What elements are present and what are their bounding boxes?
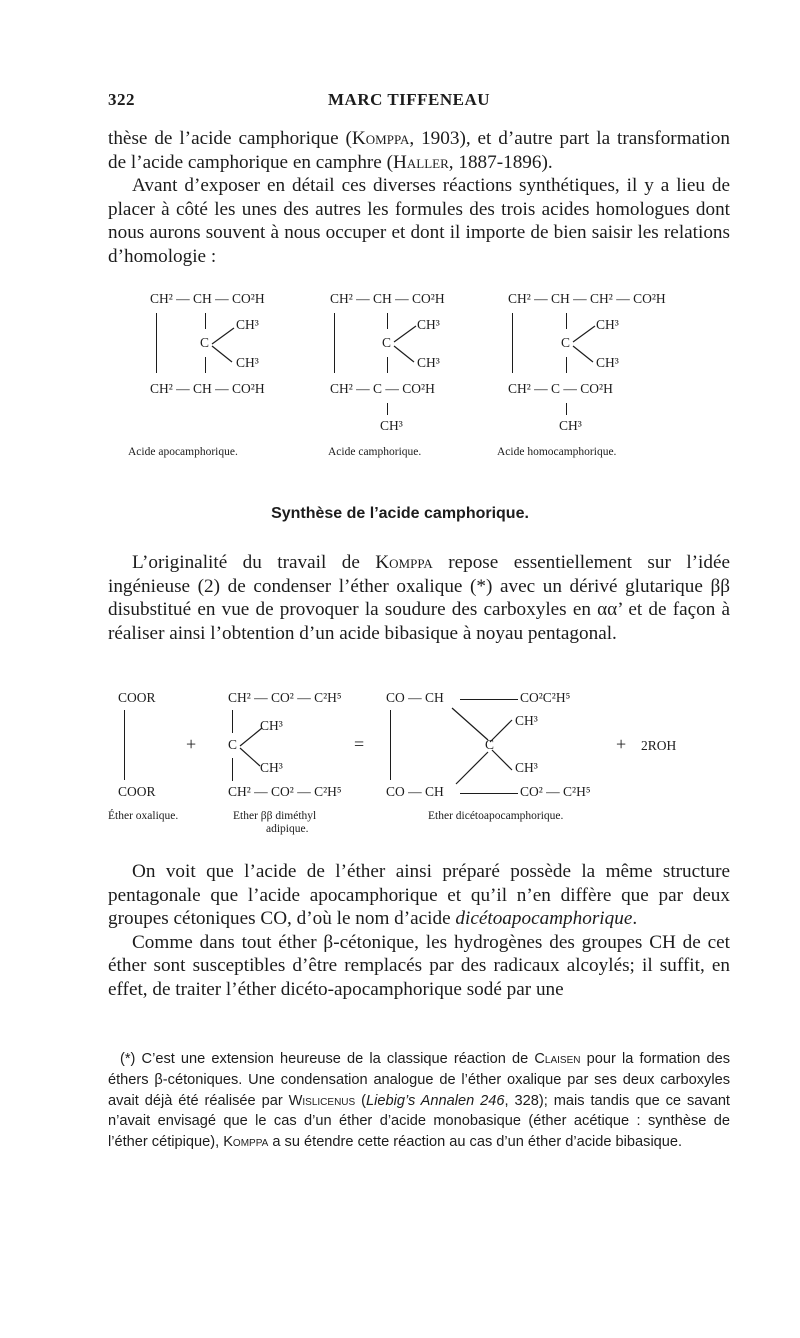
caption-oxalate: Éther oxalique. bbox=[108, 810, 179, 822]
running-title: MARC TIFFENEAU bbox=[328, 90, 491, 109]
intro-paragraph-1: thèse de l’acide camphorique (Komppa, 1903), et d’autre part la transformation de l’acide camphorique en camphre (Haller, 1887-1896). bbox=[108, 128, 730, 173]
byproduct: 2ROH bbox=[641, 738, 677, 753]
camph-methyl-2: CH³ bbox=[417, 355, 440, 370]
ester-methyl-2: CH³ bbox=[260, 760, 283, 775]
camph-caption: Acide camphorique. bbox=[328, 446, 422, 458]
discussion-paragraph-2: Comme dans tout éther β-cétonique, les hydrogènes des groupes CH de cet éther sont susceptibles d’être remplacés par des radicaux alcoylés; il suffit, en effet, de traiter l’éther dicéto-apocamphorique sodé par une bbox=[108, 931, 730, 1000]
apo-top-line: CH² — CH — CO²H bbox=[150, 291, 265, 306]
ester-methyl-1: CH³ bbox=[260, 718, 283, 733]
homo-bottom-line: CH² — C — CO²H bbox=[508, 381, 613, 396]
synthesis-paragraph: L’originalité du travail de Komppa repose essentiellement sur l’idée ingénieuse (2) de condenser l’éther oxalique (*) avec un dérivé glutarique ββ disubstitué en vue de provoquer la soudure des carboxyles en αα’ et de façon à réaliser ainsi l’obtention d’un acide bibasique à noyau pentagonal. bbox=[108, 552, 730, 644]
apo-c: C bbox=[200, 335, 210, 350]
camph-methyl-1: CH³ bbox=[417, 317, 440, 332]
oxalate-top: COOR bbox=[118, 690, 156, 705]
homo-methyl-1: CH³ bbox=[596, 317, 619, 332]
homo-methyl-2: CH³ bbox=[596, 355, 619, 370]
footnote bbox=[108, 1049, 730, 1153]
product-top-left: CO — CH bbox=[386, 690, 444, 705]
homo-top-line: CH² — CH — CH² — CO²H bbox=[508, 291, 666, 306]
product-top-right: CO²C²H⁵ bbox=[520, 690, 571, 705]
intro-text bbox=[108, 127, 730, 268]
plus-sign-1: + bbox=[186, 734, 197, 754]
apo-bottom-line: CH² — CH — CO²H bbox=[150, 381, 265, 396]
product-bottom-right: CO² — C²H⁵ bbox=[520, 784, 591, 799]
caption-product: Ether dicétoapocamphorique. bbox=[428, 810, 564, 822]
camph-bottom-line: CH² — C — CO²H bbox=[330, 381, 435, 396]
product-methyl-2: CH³ bbox=[515, 760, 538, 775]
homo-c: C bbox=[561, 335, 571, 350]
section-title: Synthèse de l’acide camphorique. bbox=[271, 505, 529, 522]
page-number: 322 bbox=[108, 90, 135, 109]
ester-bottom: CH² — CO² — C²H⁵ bbox=[228, 784, 342, 799]
caption-ester-2: adipique. bbox=[266, 823, 309, 835]
apo-caption: Acide apocamphorique. bbox=[128, 446, 238, 458]
camph-c: C bbox=[382, 335, 392, 350]
caption-ester-1: Ether ββ diméthyl bbox=[233, 810, 317, 822]
oxalate-bottom: COOR bbox=[118, 784, 156, 799]
plus-sign-2: + bbox=[616, 734, 627, 754]
camph-top-line: CH² — CH — CO²H bbox=[330, 291, 445, 306]
apo-methyl-1: CH³ bbox=[236, 317, 259, 332]
ester-c: C bbox=[228, 737, 238, 752]
synthesis-text bbox=[108, 551, 730, 645]
ester-top: CH² — CO² — C²H⁵ bbox=[228, 690, 342, 705]
apo-methyl-2: CH³ bbox=[236, 355, 259, 370]
footnote-text: (*) C’est une extension heureuse de la classique réaction de Claisen pour la formation des éthers β-cétoniques. Une condensation analogue de l’éther oxalique par ses deux carboxyles avait déjà été réalisée par Wislicenus (Liebig’s Annalen 246, 328); mais tandis que ce savant n’avait envisagé que le cas d’un éther d’acide monobasique (éther acétique : synthèse de l’éther cétipique), Komppa a su étendre cette réaction au cas d’un éther d’acide bibasique. bbox=[108, 1051, 730, 1151]
homo-methyl-3: CH³ bbox=[559, 418, 582, 433]
discussion-paragraph-1: On voit que l’acide de l’éther ainsi préparé possède la même structure pentagonale que l’acide apocamphorique et qu’il n’en diffère que par deux groupes cétoniques CO, d’où le nom d’acide dicétoapocamphorique. bbox=[108, 861, 730, 929]
equals-sign: = bbox=[354, 734, 365, 754]
homo-caption: Acide homocamphorique. bbox=[497, 446, 617, 458]
intro-paragraph-2: Avant d’exposer en détail ces diverses réactions synthétiques, il y a lieu de placer à côté les unes des autres les formules des trois acides homologues dont nous aurons souvent à nous occuper et dont il importe de bien saisir les relations d’homologie : bbox=[108, 175, 730, 267]
discussion-text bbox=[108, 860, 730, 1001]
camph-methyl-3: CH³ bbox=[380, 418, 403, 433]
product-c: C bbox=[485, 737, 495, 752]
product-bottom-left: CO — CH bbox=[386, 784, 444, 799]
product-methyl-1: CH³ bbox=[515, 713, 538, 728]
